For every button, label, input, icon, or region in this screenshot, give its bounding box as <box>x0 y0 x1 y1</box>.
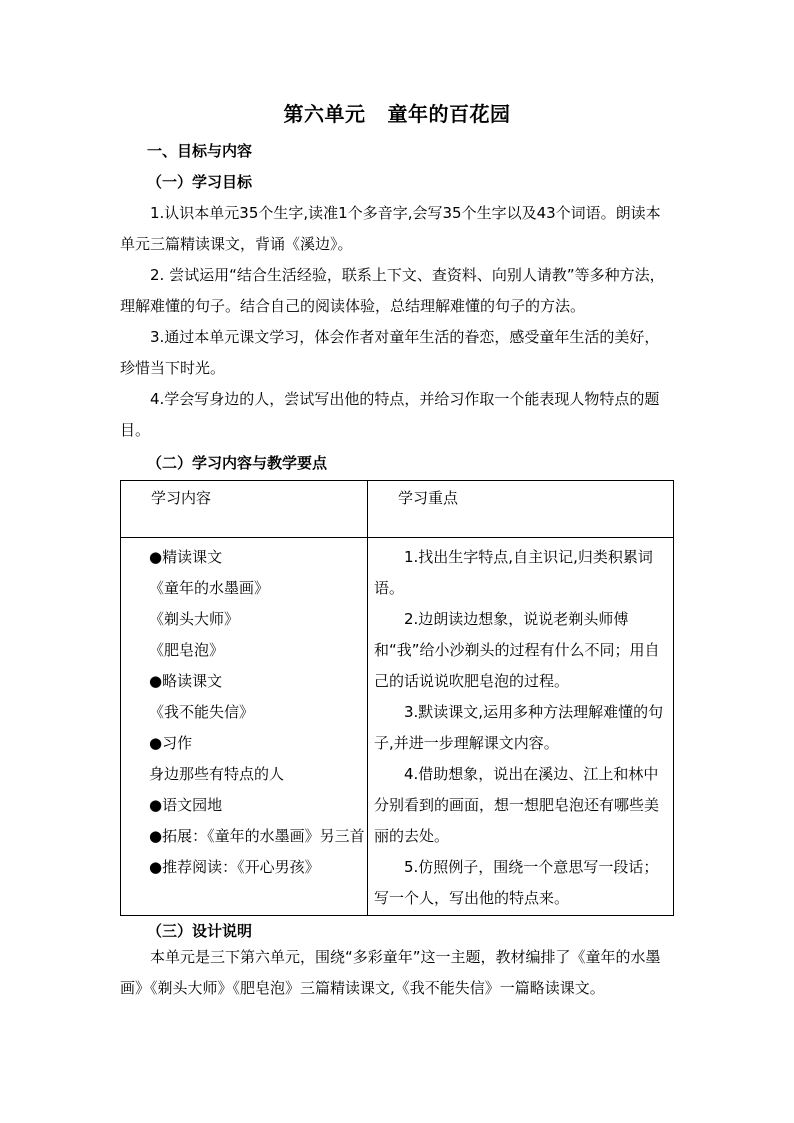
table-header-focus: 学习重点 <box>368 481 674 538</box>
list-item: ●推荐阅读：《开心男孩》 <box>149 858 320 876</box>
list-item: 4.借助想象，说出在溪边、江上和林中分别看到的画面，想一想肥皂泡还有哪些美丽的去处。 <box>374 765 660 845</box>
page-title <box>0 98 794 127</box>
list-item: 2.边朗读边想象，说说老剃头师傅和“我”给小沙剃头的过程有什么不同；用自己的话说说吹肥皂泡的过程。 <box>374 610 660 690</box>
title-unit: 第六单元 <box>283 102 366 126</box>
list-item: ●拓展：《童年的水墨画》另三首 <box>149 827 365 845</box>
list-item: 1.找出生字特点,自主识记,归类积累词语。 <box>374 548 653 597</box>
list-item: ●语文园地 <box>149 796 223 814</box>
table-row <box>121 538 674 916</box>
subheading-learning-goals: （一）学习目标 <box>147 173 253 191</box>
list-item: 《我不能失信》 <box>149 703 255 721</box>
section-heading-goals-content: 一、目标与内容 <box>147 142 253 160</box>
title-theme: 童年的百花园 <box>387 102 511 126</box>
table-cell-content <box>121 538 368 916</box>
table-cell-focus <box>368 538 674 916</box>
list-item: 身边那些有特点的人 <box>149 765 285 783</box>
goal-item-2: 2. 尝试运用“结合生活经验，联系上下文、查资料、向别人请教”等多种方法，理解难懂的句子。结合自己的阅读体验，总结理解难懂的句子的方法。 <box>120 266 665 315</box>
table-header-content: 学习内容 <box>121 481 368 538</box>
list-item: 3.默读课文,运用多种方法理解难懂的句子,并进一步理解课文内容。 <box>374 703 664 752</box>
list-item: 《童年的水墨画》 <box>149 579 270 597</box>
list-item: 《剃头大师》 <box>149 610 240 628</box>
list-item: ●精读课文 <box>149 548 223 566</box>
table-header-row <box>121 481 674 538</box>
content-table <box>120 480 674 916</box>
goal-item-4: 4.学会写身边的人，尝试写出他的特点，并给习作取一个能表现人物特点的题目。 <box>120 390 660 439</box>
subheading-learning-content: （二）学习内容与教学要点 <box>147 454 328 472</box>
list-item: ●习作 <box>149 734 193 752</box>
goal-item-3: 3.通过本单元课文学习，体会作者对童年生活的眷恋，感受童年生活的美好，珍惜当下时光。 <box>120 328 660 377</box>
list-item: ●略读课文 <box>149 672 223 690</box>
subheading-design-notes: （三）设计说明 <box>147 922 253 940</box>
goal-item-1: 1.认识本单元35个生字,读准1个多音字,会写35个生字以及43个词语。朗读本单元三篇精读课文，背诵《溪边》。 <box>120 204 661 253</box>
design-paragraph: 本单元是三下第六单元，围绕“多彩童年”这一主题，教材编排了《童年的水墨画》《剃头大师》《肥皂泡》三篇精读课文,《我不能失信》一篇略读课文。 <box>120 948 661 997</box>
list-item: 《肥皂泡》 <box>149 641 225 659</box>
list-item: 5.仿照例子，围绕一个意思写一段话；写一个人，写出他的特点来。 <box>374 858 659 907</box>
